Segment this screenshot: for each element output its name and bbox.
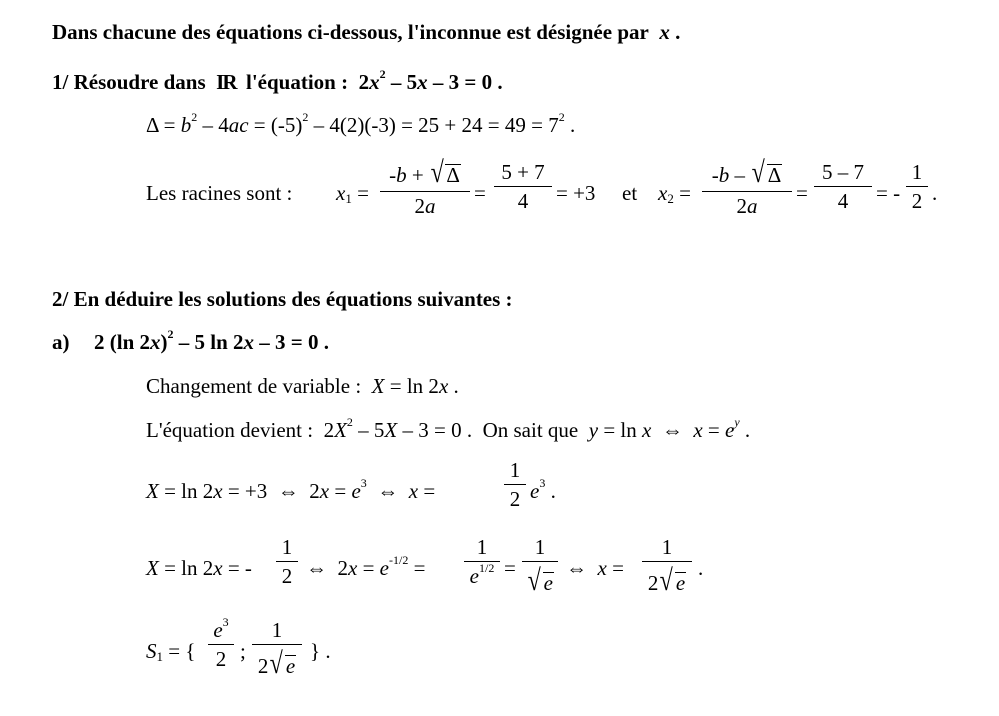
s1-f1-den: 2 bbox=[215, 647, 227, 671]
l2-f3-num: 1 bbox=[534, 535, 546, 559]
solution-set-end: } . bbox=[310, 639, 331, 663]
fraction-one-over-sqrt-e: 1 √ e bbox=[522, 537, 558, 596]
equation-becomes-line: L'équation devient : $2X^2 - 5X - 3 = 0$ . On sait que y = ln x ⇔ $x = e^y$ . bbox=[146, 415, 751, 442]
fraction-x1-formula: -b + √ Δ 2a bbox=[380, 158, 470, 217]
solution-set-start: $S_1$ = { bbox=[146, 639, 196, 664]
f2-den: 4 bbox=[517, 189, 529, 213]
solution-line-2-c: ⇔ x = bbox=[566, 556, 624, 580]
fraction-one-over-e-half: 1 $e^{1/2}$ bbox=[464, 537, 500, 587]
x1-value: = +3 bbox=[556, 181, 596, 205]
change-variable-line: Changement de variable : X = ln 2x . bbox=[146, 374, 459, 398]
l2-f1-num: 1 bbox=[281, 535, 293, 559]
fraction-half bbox=[906, 162, 928, 212]
f5-num: 1 bbox=[911, 160, 923, 184]
solution-line-2-mid: ⇔ $2x = e^{-1/2}$ = bbox=[306, 553, 426, 580]
fraction-one-half-a bbox=[504, 460, 526, 510]
fraction-x2-formula: -b – √ Δ 2a bbox=[702, 158, 792, 217]
fraction-x2-values bbox=[814, 162, 872, 212]
et-word: et bbox=[622, 181, 638, 205]
eq-sign-3: = bbox=[504, 556, 516, 580]
f4-den: 4 bbox=[837, 189, 849, 213]
s1-f2-num: 1 bbox=[271, 618, 283, 642]
roots-prefix: Les racines sont : bbox=[146, 181, 293, 205]
part2-heading: 2/ En déduire les solutions des équations suivantes : bbox=[52, 287, 513, 311]
fraction-s1-one-over-2-sqrt-e: 1 2√ e bbox=[252, 620, 302, 679]
intro-text: Dans chacune des équations ci-dessous, l'inconnue est désignée par x . bbox=[52, 20, 681, 44]
fraction-one-over-2-sqrt-e: 1 2√ e bbox=[642, 537, 692, 596]
l2-f4-num: 1 bbox=[661, 535, 673, 559]
part1-mid: l'équation : bbox=[246, 70, 349, 94]
intro-sentence: Dans chacune des équations ci-dessous, l'inconnue est désignée par bbox=[52, 20, 649, 44]
f5-den: 2 bbox=[911, 189, 923, 213]
fraction-one-half-b bbox=[276, 537, 298, 587]
part2a-equation: 2 (ln 2x)$^2$ – 5 ln 2x – 3 = 0 . bbox=[94, 327, 329, 354]
l2-f2-num: 1 bbox=[476, 535, 488, 559]
part1-heading bbox=[52, 67, 503, 94]
part2a-label: a) bbox=[52, 330, 70, 354]
f4-num: 5 – 7 bbox=[822, 160, 864, 184]
x1-label: $x_1$ = bbox=[336, 181, 369, 206]
roots-end: . bbox=[932, 181, 938, 205]
solution-line-2-end: . bbox=[698, 556, 704, 580]
solution-set-separator: ; bbox=[240, 639, 246, 663]
l1-num: 1 bbox=[509, 458, 521, 482]
fraction-e3-over-2: $e^3$ 2 bbox=[208, 620, 234, 670]
x2-label: $x_2$ = bbox=[658, 181, 691, 206]
eq-sign-2: = bbox=[796, 181, 808, 205]
solution-line-1-end: $e^3$ . bbox=[530, 476, 556, 503]
part1-label: 1/ Résoudre dans bbox=[52, 70, 206, 94]
x2-value: = - bbox=[876, 181, 901, 205]
eq-sign-1: = bbox=[474, 181, 486, 205]
intro-variable: x bbox=[659, 20, 670, 44]
delta-line: $\Delta = b^2 - 4ac = (-5)^2 - 4(2)(-3) = 25 + 24 = 49 = 7^2$ . bbox=[146, 110, 576, 137]
part1-equation: $2x^2 - 5x - 3 = 0$ . bbox=[358, 67, 503, 94]
solution-line-2-start: X = ln 2x = - bbox=[146, 556, 252, 580]
solution-line-1: X = ln 2x = +3 ⇔ $2x = e^3$ ⇔ x = bbox=[146, 476, 436, 503]
f2-num: 5 + 7 bbox=[501, 160, 545, 184]
l2-f1-den: 2 bbox=[281, 564, 293, 588]
set-symbol: IR bbox=[216, 70, 236, 94]
fraction-x1-values bbox=[494, 162, 552, 212]
l1-den: 2 bbox=[509, 487, 521, 511]
